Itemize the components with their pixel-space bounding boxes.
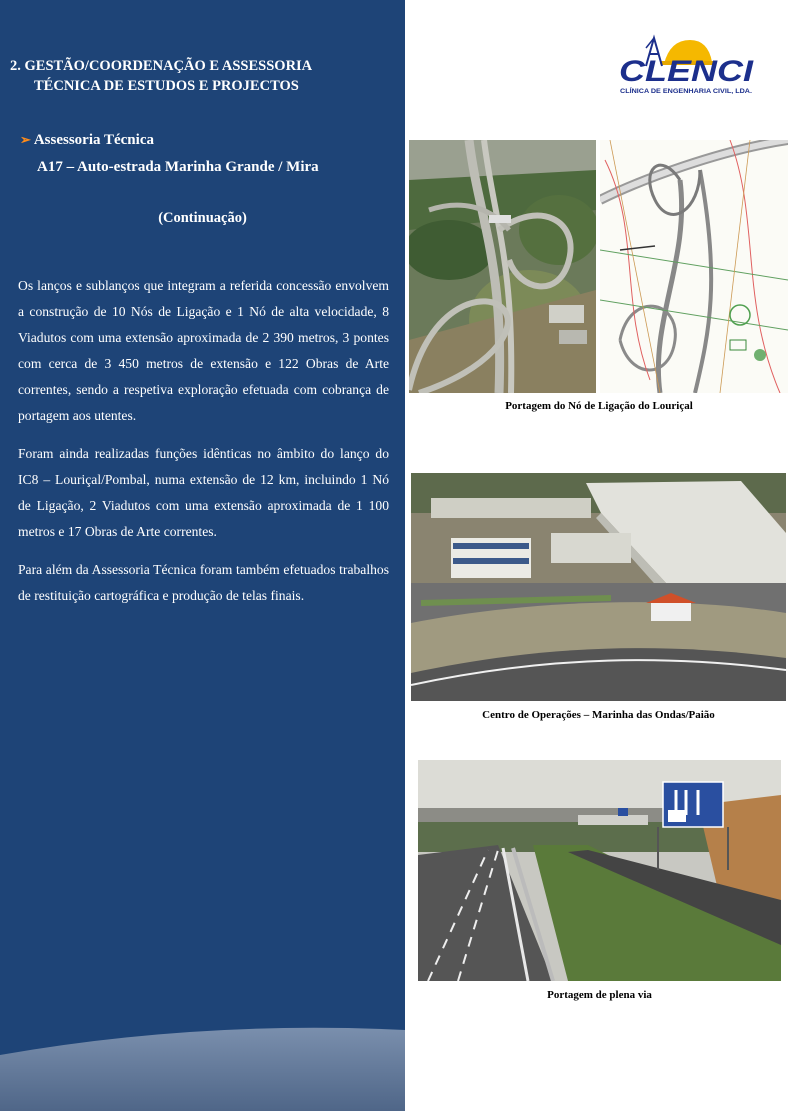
paragraph-3: Para além da Assessoria Técnica foram também efetuados trabalhos de restituição cartográfica e produção de telas finais. — [18, 562, 389, 603]
interchange-aerial-photo — [409, 140, 596, 393]
paragraph-1: Os lanços e sublanços que integram a referida concessão envolvem a construção de 10 Nós de Ligação e 1 Nó de alta velocidade, 8 Viadutos com uma extensão aproximada de 2 390 metros, 3 pontes com cerca de 3 450 metros de extensão e 122 Obras de Arte correntes, sendo a respetiva exploração efetuada com cobrança de portagem aos utentes. — [18, 278, 389, 423]
subsection — [20, 126, 400, 181]
caption-photo1: Portagem do Nó de Ligação do Louriçal — [505, 400, 693, 412]
operations-center-photo — [411, 473, 786, 701]
section-heading-line2: TÉCNICA DE ESTUDOS E PROJECTOS — [34, 78, 299, 94]
toll-plaza-photo — [418, 760, 781, 981]
company-logo — [616, 34, 756, 100]
continuation-label: (Continuação) — [158, 210, 247, 226]
logo-tagline: CLÍNICA DE ENGENHARIA CIVIL, LDA. — [620, 89, 731, 95]
paragraph-2: Foram ainda realizadas funções idênticas no âmbito do lanço do IC8 – Louriçal/Pombal, numa extensão de 12 km, incluindo 1 Nó de Ligação, 2 Viadutos com uma extensão aproximada de 1 100 metros e 17 Obras de Arte correntes. — [18, 446, 389, 539]
caption-photo3: Portagem de plena via — [547, 989, 652, 1001]
caption-photo2: Centro de Operações – Marinha das Ondas/Paião — [482, 709, 715, 721]
interchange-plan-drawing — [600, 140, 788, 393]
project-title: A17 – Auto-estrada Marinha Grande / Mira — [37, 159, 319, 175]
decorative-swoosh — [0, 1010, 405, 1111]
arrow-bullet-icon: ➢ — [20, 132, 31, 147]
body-text — [18, 273, 389, 621]
section-heading-line1: 2. GESTÃO/COORDENAÇÃO E ASSESSORIA — [10, 58, 313, 74]
section-heading — [10, 56, 395, 96]
logo-wordmark: CLENCI — [619, 55, 754, 88]
subsection-title: Assessoria Técnica — [33, 132, 154, 148]
